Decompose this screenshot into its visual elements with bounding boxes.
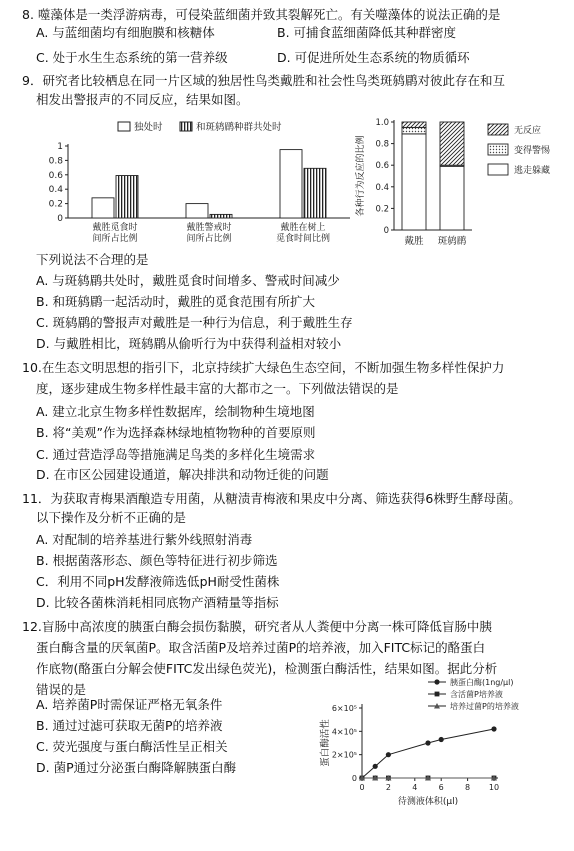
series-line-胰蛋白酶(1ng/μl) [362,729,494,778]
y-tick-label: 1 [57,142,63,152]
q11-stem-line2: 以下操作及分析不正确的是 [36,510,187,525]
x-tick-label: 10 [488,783,500,792]
category-label: 觅食时间比例 [275,234,331,244]
q11-stem-line1: 11．为获取青梅果酒酿造专用菌，从糖渍青梅液和果皮中分离、筛选获得6株野生酵母菌。 [22,491,521,506]
q8-stem: 8. 噬藻体是一类浮游病毒，可侵染蓝细菌并致其裂解死亡。有关噬藻体的说法正确的是 [22,7,501,22]
category-label: 斑鸫鹛 [437,236,467,247]
q10-option-c: C. 通过营造浮岛等措施满足鸟类的多样化生境需求 [36,447,316,462]
x-tick-label: 8 [465,783,471,792]
q10-option-b: B. 将“美观”作为选择森林绿地植物物种的首要原则 [36,425,316,440]
q10-stem-line1: 10.在生态文明思想的指引下，北京持续扩大绿色生态空间，不断加强生物多样性保护力 [22,360,505,375]
legend-marker [435,692,440,697]
q12-stem-line1: 12.盲肠中高浓度的胰蛋白酶会损伤黏膜，研究者从人粪便中分离一株可降低盲肠中胰 [22,619,492,634]
category-label: 间所占比例 [186,234,232,244]
data-point-胰蛋白酶(1ng/μl) [425,740,430,745]
q11-option-a: A. 对配制的培养基进行紫外线照射消毒 [36,532,253,547]
y-axis-label: 各种行为反应的比例 [356,135,366,217]
bar-独处时 [186,204,208,218]
legend-label: 无反应 [514,126,542,136]
y-tick-label: 0 [57,214,63,224]
category-label: 戴胜 [404,236,424,247]
category-label: 间所占比例 [92,234,138,244]
legend-swatch-alone [118,122,130,131]
stack-segment-无反应 [402,122,426,127]
q9-stem-line1: 9．研究者比较栖息在同一片区域的独居性鸟类戴胜和社会性鸟类斑鸫鹛对彼此存在和互 [22,73,505,88]
bar-和斑鸫鹛种群共处时 [210,214,232,218]
x-tick-label: 0 [359,783,365,792]
data-point-胰蛋白酶(1ng/μl) [439,737,444,742]
y-tick-label: 0.4 [48,185,63,196]
q10-option-a: A. 建立北京生物多样性数据库，绘制物种生境地图 [36,404,315,419]
legend-label: 逃走躲藏 [514,166,551,176]
category-label: 戴胜在树上 [280,223,326,233]
stack-segment-变得警惕 [402,127,426,133]
legend-label: 胰蛋白酶(1ng/μl) [450,678,514,687]
q11-option-b: B. 根据菌落形态、颜色等特征进行初步筛选 [36,553,278,568]
q12-stem-line2: 蛋白酶含量的厌氧菌P。取含活菌P及培养过菌P的培养液，加入FITC标记的酪蛋白 [36,640,486,655]
bar-和斑鸫鹛种群共处时 [304,168,326,218]
bar-和斑鸫鹛种群共处时 [116,176,138,218]
y-tick-label: 0.4 [375,182,389,193]
legend-label: 含活菌P培养液 [450,690,503,699]
category-label: 戴胜觅食时 [92,223,138,233]
stack-segment-逃走躲藏 [402,134,426,230]
y-tick-label: 6×10⁵ [331,704,357,713]
x-tick-label: 2 [385,783,391,792]
q9-option-d: D. 与戴胜相比，斑鸫鹛从偷听行为中获得利益相对较小 [36,336,342,351]
bar-独处时 [280,150,302,218]
y-tick-label: 0.6 [375,161,389,172]
q9-stem-line2: 相发出警报声的不同反应，结果如图。 [36,92,249,107]
stack-segment-逃走躲藏 [440,166,464,230]
y-axis-label: 蛋白酶活性 [320,719,331,767]
y-tick-label: 0.6 [48,170,63,181]
data-point-胰蛋白酶(1ng/μl) [491,726,496,731]
legend-swatch [488,124,508,135]
y-tick-label: 0.2 [48,199,63,210]
legend-marker [434,679,439,684]
chart-behavior-time [28,118,358,252]
q12-stem-line4: 错误的是 [36,682,87,697]
q10-option-d: D. 在市区公园建设通道，解决排洪和动物迁徙的问题 [36,467,329,482]
category-label: 戴胜警戒时 [186,223,232,233]
y-tick-label: 4×10⁵ [331,727,357,737]
q12-option-b: B. 通过过滤可获取无菌P的培养液 [36,718,223,733]
q11-option-c: C．利用不同pH发酵液筛选低pH耐受性菌株 [36,574,280,589]
y-tick-label: 0.8 [48,156,63,167]
legend-label-alone: 独处时 [134,122,163,133]
q9-option-c: C. 斑鸫鹛的警报声对戴胜是一种行为信息，利于戴胜生存 [36,315,353,330]
data-point-胰蛋白酶(1ng/μl) [386,752,391,757]
legend-swatch-together [180,122,192,131]
data-point-胰蛋白酶(1ng/μl) [373,764,378,769]
bar-独处时 [92,198,114,218]
chart-alarm-response [354,112,570,254]
y-tick-label: 0.2 [375,204,389,215]
legend-label: 变得警惕 [514,146,551,156]
y-tick-label: 0.8 [375,139,389,150]
q12-stem-line3: 作底物(酪蛋白分解会使FITC发出绿色荧光)，检测蛋白酶活性，结果如图。据此分析 [36,661,498,676]
q9-lead: 下列说法不合理的是 [36,252,149,267]
q8-option-a: A. 与蓝细菌均有细胞膜和核糖体 [36,25,215,40]
q9-option-b: B. 和斑鸫鹛一起活动时，戴胜的觅食范围有所扩大 [36,294,316,309]
x-tick-label: 4 [412,783,418,792]
q8-option-b: B. 可捕食蓝细菌降低其种群密度 [277,25,457,40]
y-tick-label: 0 [383,226,389,236]
q8-option-d: D. 可促进所处生态系统的物质循环 [277,50,470,65]
q8-option-c: C. 处于水生生态系统的第一营养级 [36,50,228,65]
q12-option-d: D. 菌P通过分泌蛋白酶降解胰蛋白酶 [36,760,237,775]
y-tick-label: 1.0 [375,118,389,128]
stack-segment-无反应 [440,122,464,165]
legend-swatch [488,144,508,155]
x-tick-label: 6 [438,783,444,792]
q12-option-a: A. 培养菌P时需保证严格无氧条件 [36,697,223,712]
legend-swatch [488,164,508,175]
legend-label: 培养过菌P的培养液 [450,702,519,711]
x-axis-label: 待测液体积(μl) [397,797,459,807]
q10-stem-line2: 度，逐步建成生物多样性最丰富的大都市之一。下列做法错误的是 [36,381,399,396]
legend-label-together: 和斑鸫鹛种群共处时 [196,122,282,133]
q9-option-a: A. 与斑鸫鹛共处时，戴胜觅食时间增多、警戒时间减少 [36,273,340,288]
y-tick-label: 2×10⁵ [331,750,357,760]
q12-option-c: C. 荧光强度与蛋白酶活性呈正相关 [36,739,228,754]
q11-option-d: D. 比较各菌株消耗相同底物产酒精量等指标 [36,595,279,610]
y-tick-label: 0 [351,774,357,783]
chart-protease-activity [318,676,570,834]
